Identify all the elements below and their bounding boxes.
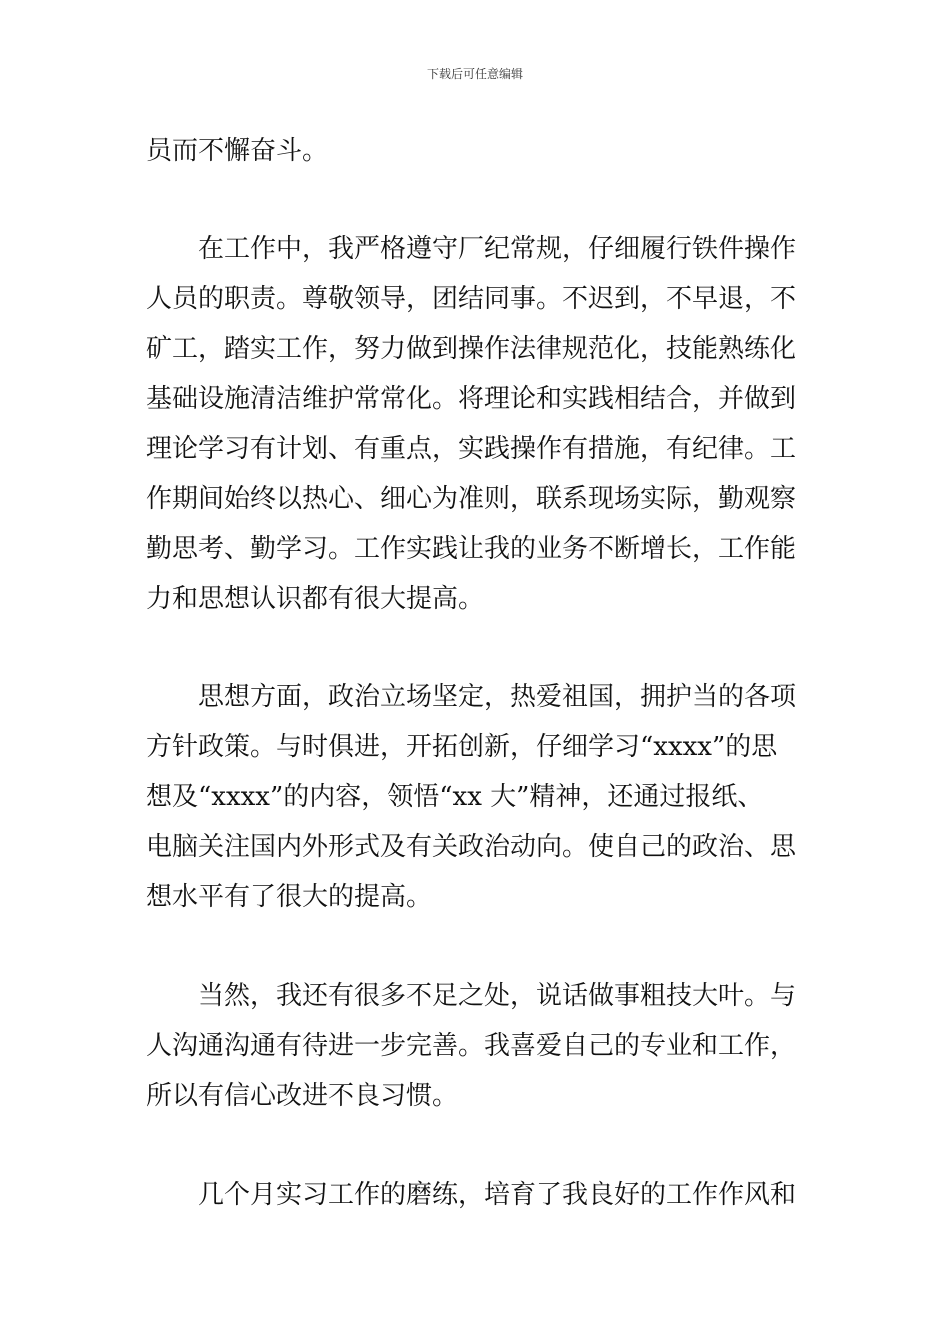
text-line: 基础设施清洁维护常常化。将理论和实践相结合，并做到	[146, 384, 797, 414]
text-line: 人员的职责。尊敬领导，团结同事。不迟到，不早退，不	[146, 284, 797, 314]
text-line: 方针政策。与时俱进，开拓创新，仔细学习“xxxx”的思	[146, 732, 778, 762]
text-line: 力和思想认识都有很大提高。	[146, 584, 485, 614]
text-line: 电脑关注国内外形式及有关政治动向。使自己的政治、思	[146, 832, 797, 862]
paragraph-first-line: 思想方面，政治立场坚定，热爱祖国，拥护当的各项	[198, 682, 797, 712]
text-line: 作期间始终以热心、细心为准则，联系现场实际，勤观察	[146, 484, 797, 514]
text-line: 理论学习有计划、有重点，实践操作有措施，有纪律。工	[146, 434, 797, 464]
text-line: 人沟通沟通有待进一步完善。我喜爱自己的专业和工作，	[146, 1031, 797, 1061]
text-line: 想及“xxxx”的内容，领悟“xx 大”精神，还通过报纸、	[146, 782, 764, 812]
paragraph-first-line: 几个月实习工作的磨练，培育了我良好的工作作风和	[198, 1180, 797, 1210]
text-line: 员而不懈奋斗。	[146, 136, 329, 166]
page-header: 下载后可任意编辑	[426, 67, 523, 81]
text-line: 矿工，踏实工作，努力做到操作法律规范化，技能熟练化	[146, 334, 797, 364]
paragraph-first-line: 当然，我还有很多不足之处，说话做事粗技大叶。与	[198, 981, 797, 1011]
text-line: 勤思考、勤学习。工作实践让我的业务不断增长，工作能	[146, 534, 797, 564]
paragraph-first-line: 在工作中，我严格遵守厂纪常规，仔细履行铁件操作	[198, 234, 797, 264]
text-line: 想水平有了很大的提高。	[146, 882, 433, 912]
text-line: 所以有信心改进不良习惯。	[146, 1081, 459, 1111]
